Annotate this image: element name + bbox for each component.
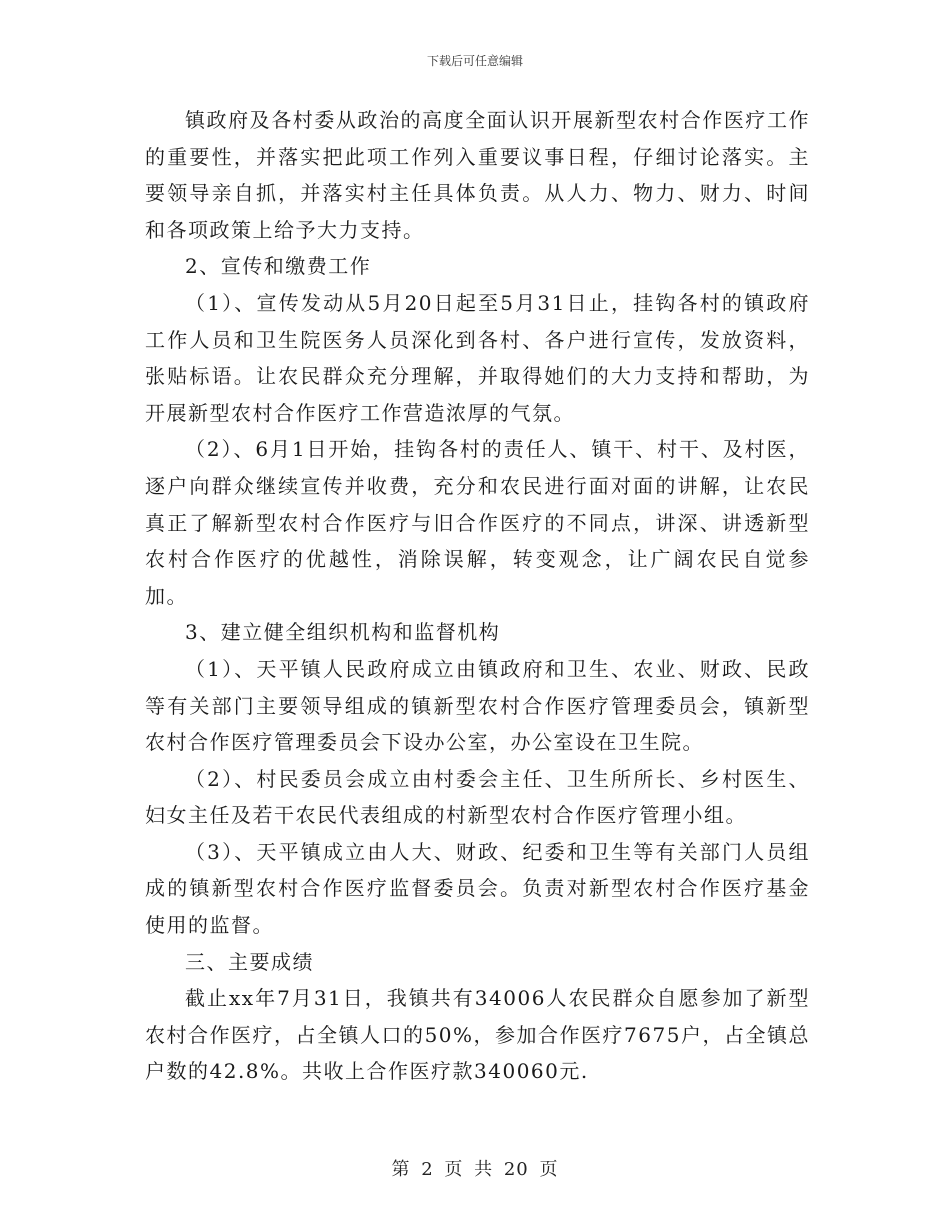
section-heading-publicity: 2、宣传和缴费工作 xyxy=(185,254,372,279)
section-heading-achievements: 三、主要成绩 xyxy=(185,949,314,974)
section-heading-organization: 3、建立健全组织机构和监督机构 xyxy=(185,620,501,645)
paragraph-publicity-2: （2）、6月1日开始，挂钩各村的责任人、镇干、村干、及村医，逐户向群众继续宣传并收费，充分和农民进行面对面的讲解，让农民真正了解新型农村合作医疗与旧合作医疗的不同点，讲深、讲透新型农村合作医疗的优越性，消除误解，转变观念，让广阔农民自觉参加。 xyxy=(145,437,810,608)
page-header: 下载后可任意编辑 xyxy=(426,54,523,68)
page-number-footer: 第 2 页 共 20 页 xyxy=(391,1159,559,1180)
paragraph-publicity-1: （1）、宣传发动从5月20日起至5月31日止，挂钩各村的镇政府工作人员和卫生院医务人员深化到各村、各户进行宣传，发放资料，张贴标语。让农民群众充分理解，并取得她们的大力支持和帮助，为开展新型农村合作医疗工作营造浓厚的气氛。 xyxy=(145,290,810,425)
paragraph-organization-3: （3）、天平镇成立由人大、财政、纪委和卫生等有关部门人员组成的镇新型农村合作医疗监督委员会。负责对新型农村合作医疗基金使用的监督。 xyxy=(145,839,810,938)
document-body xyxy=(145,102,810,1090)
paragraph-organization-1: （1）、天平镇人民政府成立由镇政府和卫生、农业、财政、民政等有关部门主要领导组成的镇新型农村合作医疗管理委员会，镇新型农村合作医疗管理委员会下设办公室，办公室设在卫生院。 xyxy=(145,656,810,755)
paragraph-organization-2: （2）、村民委员会成立由村委会主任、卫生所所长、乡村医生、妇女主任及若干农民代表组成的村新型农村合作医疗管理小组。 xyxy=(145,766,810,828)
paragraph-achievements: 截止xx年7月31日，我镇共有34006人农民群众自愿参加了新型农村合作医疗，占全镇人口的50%，参加合作医疗7675户，占全镇总户数的42.8%。共收上合作医疗款340060元. xyxy=(145,986,810,1084)
paragraph-intro: 镇政府及各村委从政治的高度全面认识开展新型农村合作医疗工作的重要性，并落实把此项工作列入重要议事日程，仔细讨论落实。主要领导亲自抓，并落实村主任具体负责。从人力、物力、财力、时间和各项政策上给予大力支持。 xyxy=(145,108,810,242)
